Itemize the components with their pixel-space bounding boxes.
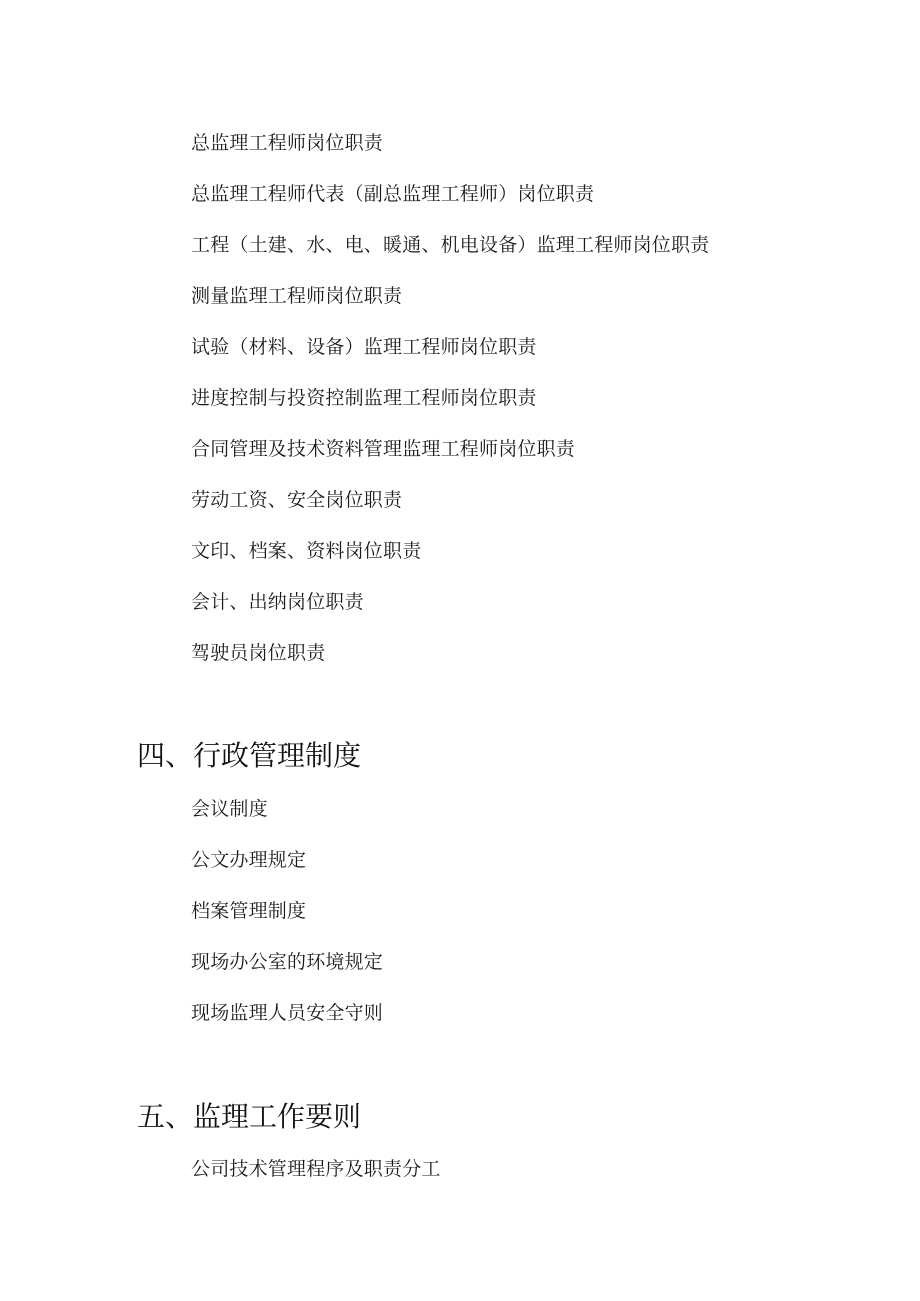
- list-item: 公文办理规定: [191, 849, 307, 871]
- list-item: 现场监理人员安全守则: [191, 1002, 384, 1024]
- list-item: 会计、出纳岗位职责: [191, 591, 364, 613]
- list-item: 进度控制与投资控制监理工程师岗位职责: [191, 387, 537, 409]
- list-item: 会议制度: [191, 798, 268, 820]
- list-item: 总监理工程师代表（副总监理工程师）岗位职责: [191, 183, 595, 205]
- list-item: 档案管理制度: [191, 900, 307, 922]
- list-item: 驾驶员岗位职责: [191, 642, 326, 664]
- list-item: 劳动工资、安全岗位职责: [191, 489, 403, 511]
- list-item: 测量监理工程师岗位职责: [191, 285, 403, 307]
- list-item: 合同管理及技术资料管理监理工程师岗位职责: [191, 438, 576, 460]
- list-item: 总监理工程师岗位职责: [191, 132, 384, 154]
- list-item: 公司技术管理程序及职责分工: [191, 1158, 441, 1180]
- list-item: 文印、档案、资料岗位职责: [191, 540, 422, 562]
- section-heading-supervision-rules: 五、监理工作要则: [137, 1100, 362, 1133]
- section-heading-administration: 四、行政管理制度: [137, 739, 362, 772]
- list-item: 试验（材料、设备）监理工程师岗位职责: [191, 336, 537, 358]
- list-item: 工程（土建、水、电、暖通、机电设备）监理工程师岗位职责: [191, 234, 710, 256]
- list-item: 现场办公室的环境规定: [191, 951, 384, 973]
